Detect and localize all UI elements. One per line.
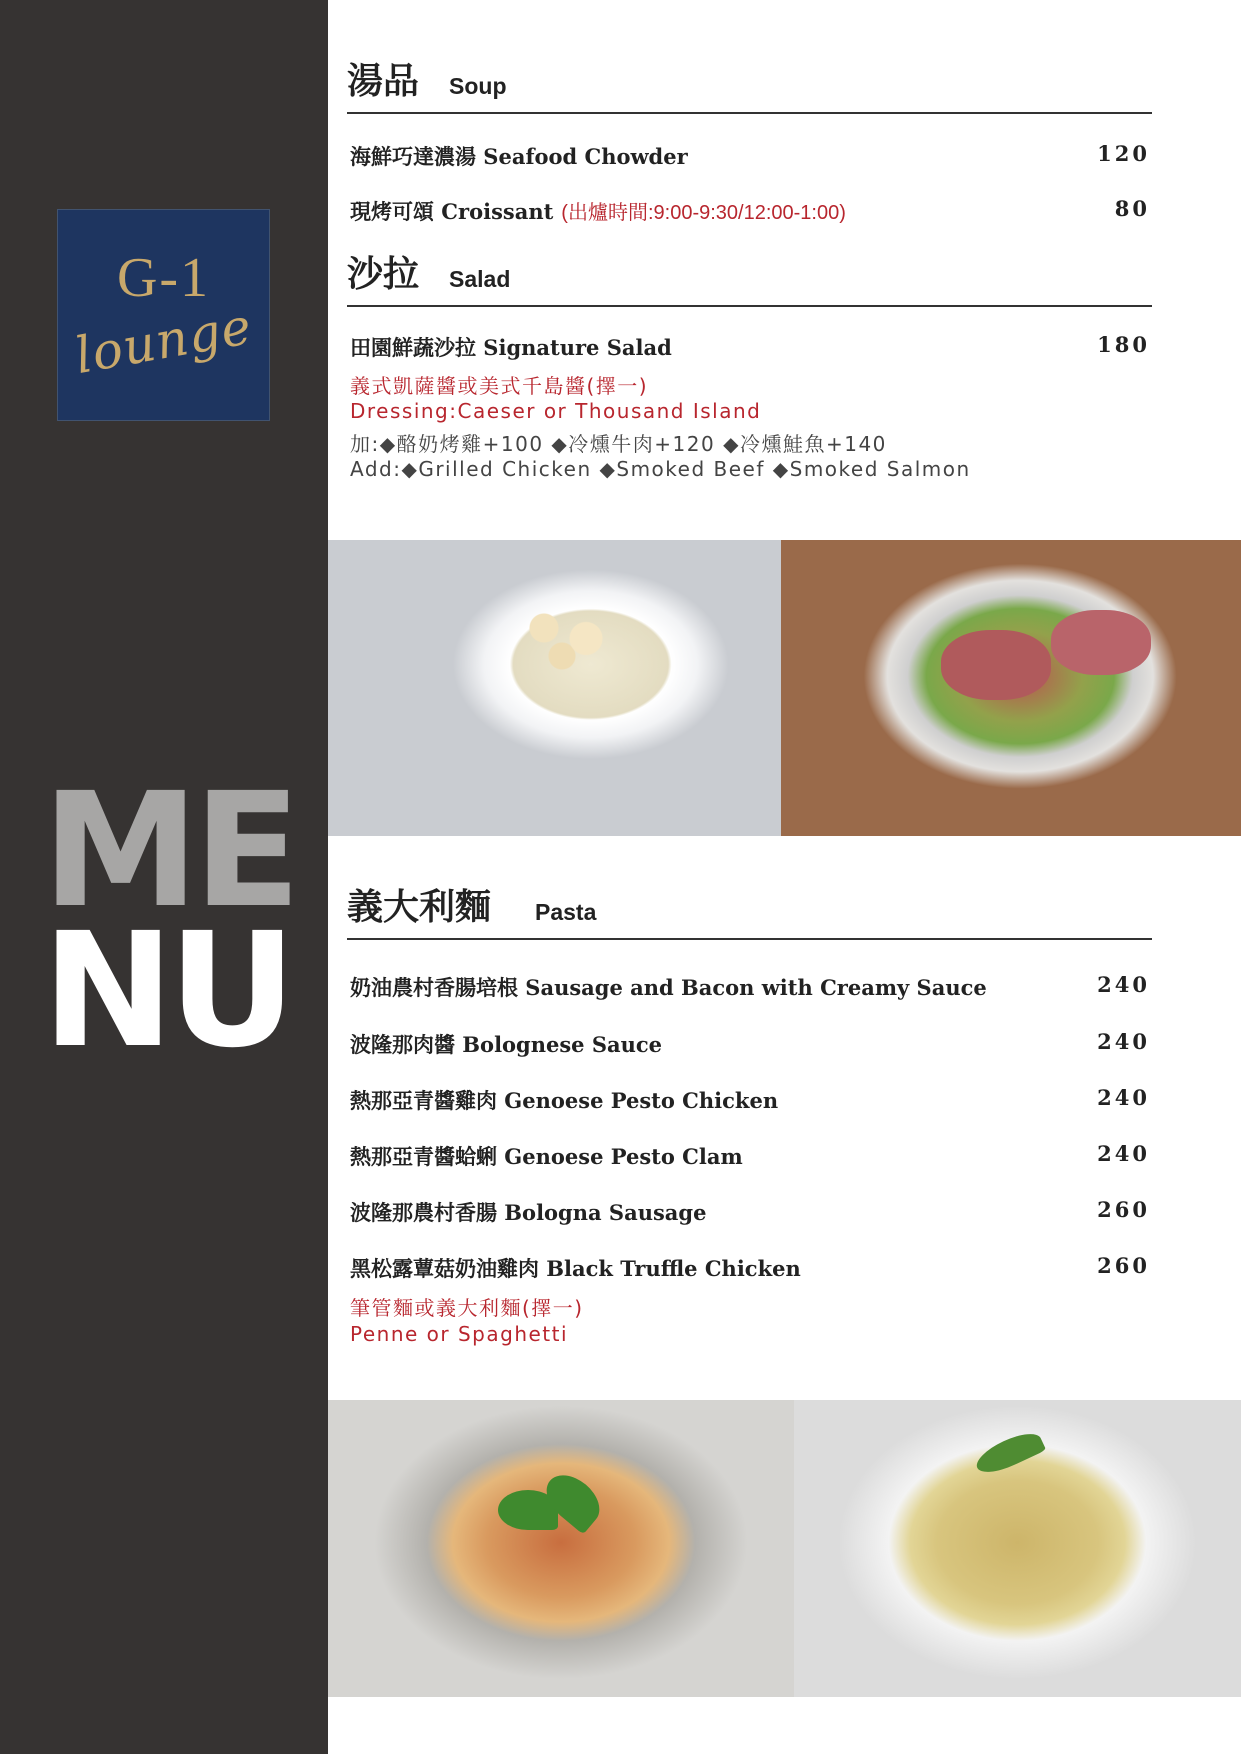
menu-item-pesto-clam <box>350 1141 1152 1177</box>
item-name: 奶油農村香腸培根 Sausage and Bacon with Creamy Sauce <box>350 975 987 1000</box>
item-name: 黑松露蕈菇奶油雞肉 Black Truffle Chicken <box>350 1256 801 1281</box>
pasta-choice-en: Penne or Spaghetti <box>350 1322 569 1346</box>
item-price: 260 <box>1097 1253 1150 1278</box>
photo-bolognese <box>328 1400 794 1697</box>
menu-item-sausage-bacon <box>350 972 1152 1008</box>
item-price: 240 <box>1097 1141 1150 1166</box>
photo-seafood-chowder <box>328 540 781 836</box>
item-name: 田園鮮蔬沙拉 Signature Salad <box>350 335 672 360</box>
section-header-salad <box>347 251 1152 307</box>
item-price: 240 <box>1097 972 1150 997</box>
section-title-zh: 湯品 <box>347 60 420 102</box>
item-price: 80 <box>1114 196 1150 221</box>
item-name: 熱那亞青醬蛤蜊 Genoese Pesto Clam <box>350 1144 743 1169</box>
beef-slice-shape <box>941 630 1051 700</box>
item-name <box>350 196 846 226</box>
item-price: 180 <box>1097 332 1150 357</box>
dressing-note-en: Dressing:Caeser or Thousand Island <box>350 399 762 423</box>
beef-slice-shape <box>1051 610 1151 675</box>
addon-note-en: Add:◆Grilled Chicken ◆Smoked Beef ◆Smoked Salmon <box>350 457 971 481</box>
section-title-en: Soup <box>449 73 507 99</box>
addon-note-zh: 加:◆酪奶烤雞+100 ◆冷燻牛肉+120 ◆冷燻鮭魚+140 <box>350 432 887 456</box>
item-price: 240 <box>1097 1029 1150 1054</box>
menu-item-bologna-sausage <box>350 1197 1152 1233</box>
menu-word-bottom: NU <box>42 899 291 1083</box>
item-price: 120 <box>1097 141 1150 166</box>
menu-item-seafood-chowder <box>350 141 1152 177</box>
item-price: 240 <box>1097 1085 1150 1110</box>
photo-truffle-chicken <box>794 1400 1241 1697</box>
menu-word-top: ME <box>42 759 296 943</box>
menu-item-pesto-chicken <box>350 1085 1152 1121</box>
arugula-shape <box>972 1426 1046 1479</box>
logo-lounge-script: lounge <box>70 296 257 386</box>
menu-item-croissant <box>350 196 1152 232</box>
brand-logo <box>57 209 270 421</box>
photo-signature-salad <box>781 540 1241 836</box>
item-name: 波隆那肉醬 Bolognese Sauce <box>350 1032 663 1057</box>
menu-item-truffle-chicken <box>350 1253 1152 1289</box>
section-header-pasta <box>347 884 1152 940</box>
menu-item-bolognese <box>350 1029 1152 1065</box>
item-price: 260 <box>1097 1197 1150 1222</box>
logo-g1-text: G-1 <box>116 247 211 309</box>
section-title-zh: 沙拉 <box>347 253 420 295</box>
section-title-en: Pasta <box>535 899 597 925</box>
item-name: 熱那亞青醬雞肉 Genoese Pesto Chicken <box>350 1088 779 1113</box>
section-title-en: Salad <box>449 266 511 292</box>
section-title-zh: 義大利麵 <box>347 886 492 928</box>
crouton-shape <box>508 600 628 670</box>
item-name-text: 現烤可頌 Croissant <box>350 199 554 224</box>
section-header-soup <box>347 58 1152 114</box>
bake-time-note: (出爐時間:9:00-9:30/12:00-1:00) <box>561 202 846 224</box>
item-name: 海鮮巧達濃湯 Seafood Chowder <box>350 144 688 169</box>
dressing-note-zh: 義式凱薩醬或美式千島醬(擇一) <box>350 374 649 398</box>
menu-item-signature-salad <box>350 332 1152 368</box>
pasta-choice-zh: 筆管麵或義大利麵(擇一) <box>350 1296 584 1320</box>
sidebar <box>0 0 328 1754</box>
item-name: 波隆那農村香腸 Bologna Sausage <box>350 1200 707 1225</box>
